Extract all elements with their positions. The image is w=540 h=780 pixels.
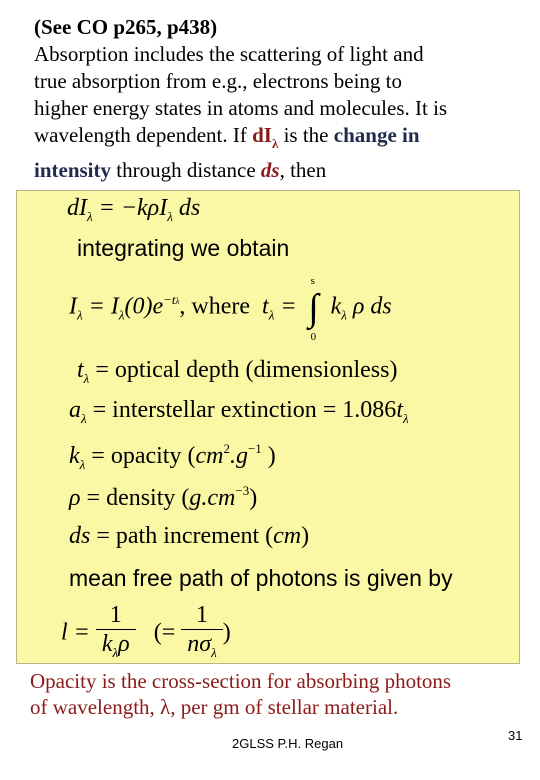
fraction-2: $\frac{1}{n\sigma_\lambda}$ [181,601,222,667]
opacity-line-2: of wavelength, λ, per gm of stellar material. [30,695,399,719]
intro-line-5 [34,157,524,184]
def-density: ρ = density $(g.cm^{-3})$ [69,483,258,511]
term-change: change in [333,123,420,147]
integrating-text: integrating we obtain [77,235,290,261]
intro-line-4-pre: wavelength dependent. If [34,123,253,147]
term-intensity: intensity [34,158,112,182]
def-opacity: $k_\lambda$ = opacity ($cm^2.g^{-1}$ ) [69,441,276,472]
equation-intensity: $I_\lambda = I_\lambda(0)e^{-t\lambda}$, where $t_\lambda$ = ∫ s 0 $k_\lambda$ ρ ds [69,275,392,343]
intro-line-3: higher energy states in atoms and molecules. It is [34,96,448,120]
intro-line-4-mid: is the [278,123,334,147]
reference-heading: (See CO p265, p438) [34,15,218,39]
equation-mean-free-path: l = $\frac{1}{k_\lambda\rho}$ (= $\frac{1}{n\sigma_\lambda}$ ) [61,601,231,667]
intro-text [34,14,524,184]
def-extinction: $a_\lambda$ = interstellar extinction = $1.086t_\lambda$ [69,397,409,426]
equation-dI: $dI_\lambda = -k\rho I_\lambda$ ds [67,195,201,224]
page-number: 31 [508,728,523,743]
intro-line-5-mid: through distance [111,158,261,182]
fraction-1: $\frac{1}{k_\lambda\rho}$ [96,601,136,667]
integral-symbol: ∫ s 0 [308,275,319,343]
opacity-definition [30,668,530,720]
intro-line-4 [34,122,524,157]
intro-line-1: Absorption includes the scattering of light and [34,42,424,66]
term-dI: $dI_\lambda$ [252,123,279,151]
def-optical-depth: $t_\lambda$ = optical depth (dimensionless) [77,357,398,386]
author-credit: 2GLSS P.H. Regan [232,736,344,751]
opacity-line-1: Opacity is the cross-section for absorbing photons [30,669,452,693]
equation-panel [16,190,520,664]
def-path-increment: ds = path increment (cm) [69,523,310,549]
intro-line-2: true absorption from e.g., electrons being to [34,69,402,93]
mean-free-path-text: mean free path of photons is given by [69,565,453,591]
term-ds: ds [260,158,280,182]
intro-line-5-post: , then [279,158,327,182]
